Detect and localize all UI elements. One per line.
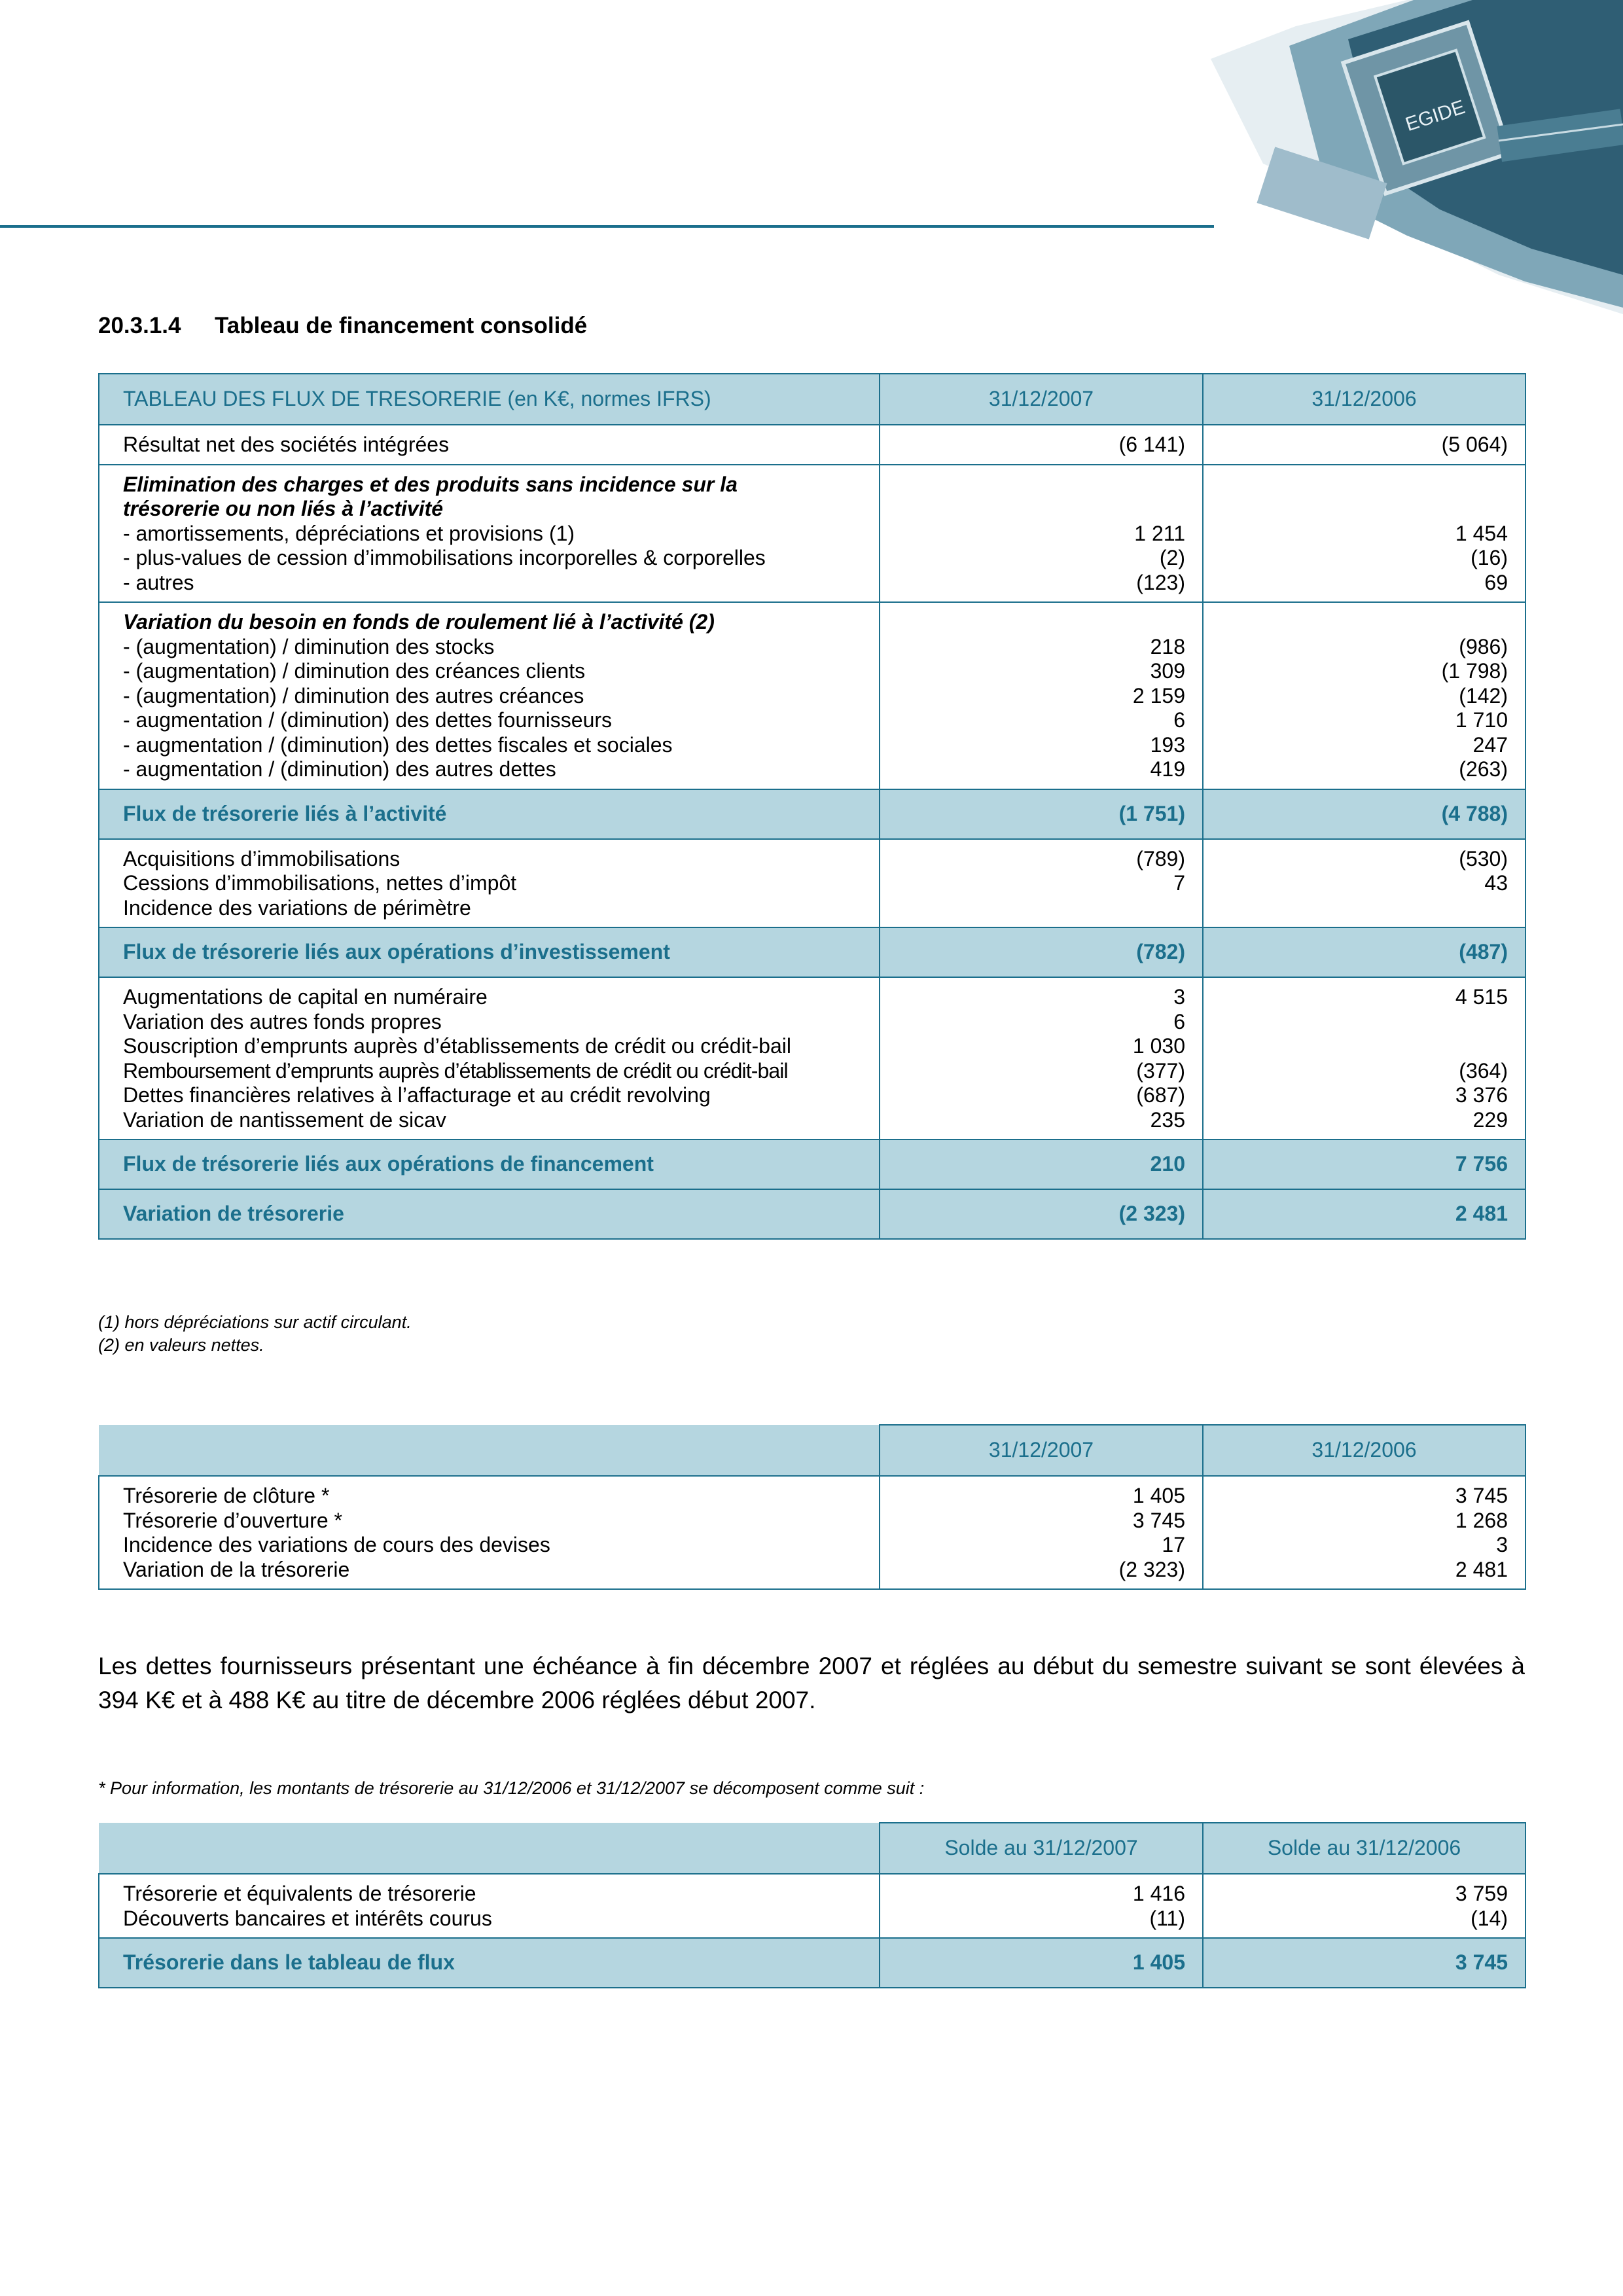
group-title: Variation du besoin en fonds de roulement lié à l’activité (2) [123, 610, 715, 634]
row-label: Trésorerie de clôture * [123, 1484, 330, 1507]
row-label: - (augmentation) / diminution des autres créances [123, 683, 584, 708]
value-2007: (2 323) [1118, 1557, 1185, 1581]
balance-table [98, 1822, 1526, 1988]
value-2007: 7 [1173, 871, 1185, 895]
table-row [99, 1476, 1525, 1589]
row-label: Variation des autres fonds propres [123, 1009, 442, 1033]
value-2006: (142) [1459, 683, 1508, 708]
value-2006: (530) [1459, 846, 1508, 870]
subtotal-2006: 7 756 [1203, 1139, 1525, 1189]
info-note: * Pour information, les montants de trésorerie au 31/12/2006 et 31/12/2007 se décomposent comme suit : [98, 1778, 925, 1798]
table-row [99, 1874, 1525, 1938]
value-2007: 1 211 [1134, 521, 1185, 545]
subtotal-label: Flux de trésorerie liés à l’activité [99, 789, 880, 839]
header-illustration [1132, 0, 1623, 314]
total-2006: 2 481 [1203, 1189, 1525, 1239]
row-label: - amortissements, dépréciations et provisions (1) [123, 521, 575, 545]
header-rule [0, 225, 1214, 228]
row-label: - plus-values de cession d’immobilisations incorporelles & corporelles [123, 546, 766, 569]
footnote: (1) hors dépréciations sur actif circulant. [98, 1312, 412, 1332]
value-2006: 1 268 [1455, 1508, 1508, 1532]
value-2006 [1210, 896, 1508, 921]
value-2007: 6 [1173, 1009, 1185, 1033]
column-header: 31/12/2007 [880, 374, 1203, 425]
group-title: trésorerie ou non liés à l’activité [123, 497, 444, 520]
subtotal-2007: (1 751) [880, 789, 1203, 839]
value-2007: 218 [1150, 634, 1185, 658]
column-header: 31/12/2007 [880, 1425, 1203, 1476]
table-header-row [99, 374, 1525, 425]
row-label: Trésorerie d’ouverture * [123, 1508, 342, 1532]
subtotal-row [99, 789, 1525, 839]
row-label: Découverts bancaires et intérêts courus [123, 1906, 492, 1930]
value-2006: 247 [1472, 732, 1508, 757]
subtotal-label: Flux de trésorerie liés aux opérations d’investissement [99, 927, 880, 977]
value-2007: (377) [1136, 1058, 1185, 1083]
row-label: Dettes financières relatives à l’affacturage et au crédit revolving [123, 1083, 711, 1107]
value-2006: 229 [1472, 1107, 1508, 1132]
row-label: Résultat net des sociétés intégrées [123, 433, 450, 456]
value-2007: 3 [1173, 985, 1185, 1009]
value-2006: 3 376 [1455, 1083, 1508, 1107]
value-2007: 17 [1162, 1533, 1185, 1556]
table-header-row [99, 1823, 1525, 1874]
value-2006: (16) [1471, 546, 1508, 569]
value-2007: 1 030 [1132, 1034, 1185, 1058]
value-2007: 309 [1150, 659, 1185, 683]
row-label: - augmentation / (diminution) des dettes fournisseurs [123, 708, 613, 732]
value-2007: (687) [1136, 1083, 1185, 1107]
column-header: Solde au 31/12/2006 [1203, 1823, 1525, 1874]
subtotal-label: Flux de trésorerie liés aux opérations de financement [99, 1139, 880, 1189]
value-2006 [1210, 1034, 1508, 1059]
table-row [99, 602, 1525, 789]
row-label: Trésorerie et équivalents de trésorerie [123, 1882, 476, 1905]
row-label: - augmentation / (diminution) des dettes fiscales et sociales [123, 732, 673, 757]
row-label: Souscription d’emprunts auprès d’établissements de crédit ou crédit-bail [123, 1034, 791, 1058]
subtotal-row [99, 927, 1525, 977]
value-2006: (986) [1459, 634, 1508, 658]
table-header-row [99, 1425, 1525, 1476]
table-row [99, 425, 1525, 465]
section-title [98, 313, 587, 339]
value-2007: 193 [1150, 732, 1185, 757]
column-header: 31/12/2006 [1203, 1425, 1525, 1476]
egide-logo-text: EGIDE [1402, 96, 1468, 136]
value-2007: 419 [1150, 757, 1185, 781]
value-2006: (14) [1471, 1906, 1508, 1930]
value-2007: (123) [1136, 570, 1185, 594]
total-2007: (2 323) [880, 1189, 1203, 1239]
row-label: - (augmentation) / diminution des stocks [123, 634, 495, 658]
column-header: TABLEAU DES FLUX DE TRESORERIE (en K€, normes IFRS) [99, 374, 880, 425]
value-2007: 3 745 [1132, 1508, 1185, 1532]
section-number: 20.3.1.4 [98, 313, 181, 338]
value-2007: (789) [1136, 846, 1185, 870]
value-2006: (364) [1459, 1058, 1508, 1083]
subtotal-2007: 210 [880, 1139, 1203, 1189]
total-row [99, 1189, 1525, 1239]
total-label: Variation de trésorerie [99, 1189, 880, 1239]
value-2006: (5 064) [1441, 433, 1508, 456]
value-2006: (1 798) [1441, 659, 1508, 683]
value-2007: (6 141) [1118, 433, 1185, 456]
value-2007: 235 [1150, 1107, 1185, 1132]
value-2007 [887, 896, 1185, 921]
table-row [99, 465, 1525, 603]
row-label: Acquisitions d’immobilisations [123, 846, 401, 870]
row-label: - augmentation / (diminution) des autres dettes [123, 757, 556, 781]
column-header: Solde au 31/12/2007 [880, 1823, 1203, 1874]
section-title-text: Tableau de financement consolidé [215, 313, 588, 338]
value-2006 [1210, 1010, 1508, 1035]
total-2007: 1 405 [880, 1938, 1203, 1988]
value-2006: 1 454 [1455, 521, 1508, 545]
group-title: Elimination des charges et des produits sans incidence sur la [123, 472, 738, 496]
total-row [99, 1938, 1525, 1988]
column-header: 31/12/2006 [1203, 374, 1525, 425]
table-row [99, 977, 1525, 1139]
value-2006: (263) [1459, 757, 1508, 781]
row-label: Incidence des variations de cours des devises [123, 1533, 550, 1556]
value-2006: 2 481 [1455, 1557, 1508, 1581]
row-label: - (augmentation) / diminution des créances clients [123, 659, 586, 683]
total-2006: 3 745 [1203, 1938, 1525, 1988]
value-2006: 43 [1484, 871, 1508, 895]
value-2007: (2) [1159, 546, 1185, 569]
value-2007: (11) [1149, 1906, 1185, 1930]
cash-flow-table [98, 373, 1526, 1240]
value-2006: 3 759 [1455, 1882, 1508, 1905]
value-2006: 3 745 [1455, 1484, 1508, 1507]
row-label: Variation de nantissement de sicav [123, 1107, 446, 1132]
value-2006: 3 [1496, 1533, 1508, 1556]
subtotal-2007: (782) [880, 927, 1203, 977]
treasury-table [98, 1424, 1526, 1590]
value-2007: 2 159 [1132, 683, 1185, 708]
value-2006: 4 515 [1455, 985, 1508, 1009]
value-2007: 1 416 [1132, 1882, 1185, 1905]
value-2006: 69 [1484, 570, 1508, 594]
row-label: Cessions d’immobilisations, nettes d’impôt [123, 871, 517, 895]
total-label: Trésorerie dans le tableau de flux [99, 1938, 880, 1988]
footnote: (2) en valeurs nettes. [98, 1335, 264, 1355]
table-row [99, 839, 1525, 928]
subtotal-2006: (487) [1203, 927, 1525, 977]
row-label: Variation de la trésorerie [123, 1557, 350, 1581]
row-label: - autres [123, 570, 194, 594]
subtotal-row [99, 1139, 1525, 1189]
body-paragraph: Les dettes fournisseurs présentant une échéance à fin décembre 2007 et réglées au début du semestre suivant se sont élevées à 394 K€ et à 488 K€ au titre de décembre 2006 réglées début 2007. [98, 1653, 1525, 1713]
value-2006: 1 710 [1455, 708, 1508, 732]
value-2007: 6 [1173, 708, 1185, 732]
row-label: Augmentations de capital en numéraire [123, 985, 488, 1009]
row-label: Incidence des variations de périmètre [123, 895, 471, 920]
subtotal-2006: (4 788) [1203, 789, 1525, 839]
row-label: Remboursement d’emprunts auprès d’établissements de crédit ou crédit-bail [123, 1058, 788, 1083]
footnotes [98, 1311, 412, 1357]
value-2007: 1 405 [1132, 1484, 1185, 1507]
